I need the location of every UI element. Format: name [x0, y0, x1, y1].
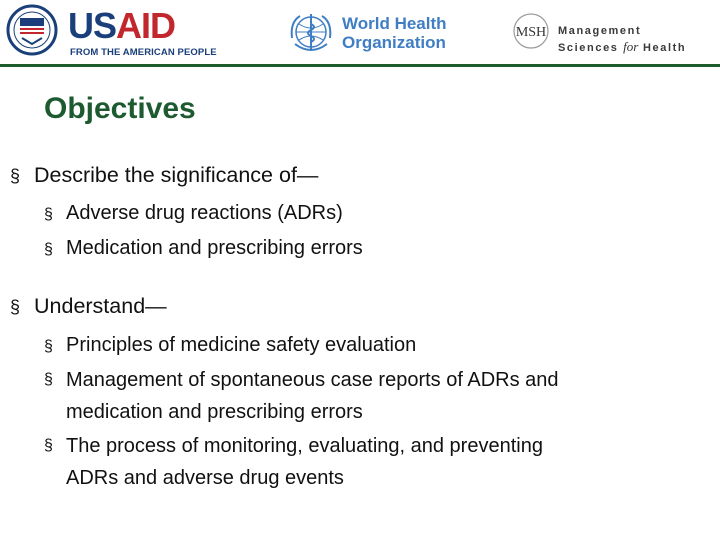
- bullet-marker: §: [10, 297, 21, 317]
- msh-mark-icon: [510, 12, 552, 50]
- usaid-tagline: FROM THE AMERICAN PEOPLE: [70, 47, 217, 58]
- bullet-marker: §: [44, 371, 53, 388]
- sub-bullet-management: § Management of spontaneous case reports of ADRs and medication and prescribing errors: [44, 364, 584, 428]
- bullet-marker: §: [44, 338, 53, 355]
- bullet-marker: §: [10, 166, 21, 186]
- bullet-marker: §: [44, 241, 53, 258]
- sub-bullet-adrs: § Adverse drug reactions (ADRs): [44, 197, 343, 231]
- header-divider: [0, 64, 720, 67]
- slide-title: Objectives: [44, 92, 196, 125]
- usaid-wordmark: USAID: [68, 5, 176, 46]
- logo-header: [0, 0, 720, 64]
- bullet-describe: § Describe the significance of—: [10, 163, 319, 187]
- msh-wordmark: Management Sciences for Health: [558, 25, 687, 54]
- who-wordmark: World Health Organization: [342, 14, 447, 52]
- sub-bullet-errors: § Medication and prescribing errors: [44, 232, 363, 266]
- who-emblem-icon: [286, 10, 336, 56]
- sub-bullet-process: § The process of monitoring, evaluating, and preventing ADRs and adverse drug events: [44, 430, 584, 494]
- usaid-seal-icon: [6, 4, 58, 56]
- bullet-marker: §: [44, 206, 53, 223]
- bullet-understand: § Understand—: [10, 294, 167, 318]
- svg-text:MSH: MSH: [515, 25, 547, 40]
- sub-bullet-principles: § Principles of medicine safety evaluation: [44, 329, 604, 363]
- bullet-marker: §: [44, 437, 53, 454]
